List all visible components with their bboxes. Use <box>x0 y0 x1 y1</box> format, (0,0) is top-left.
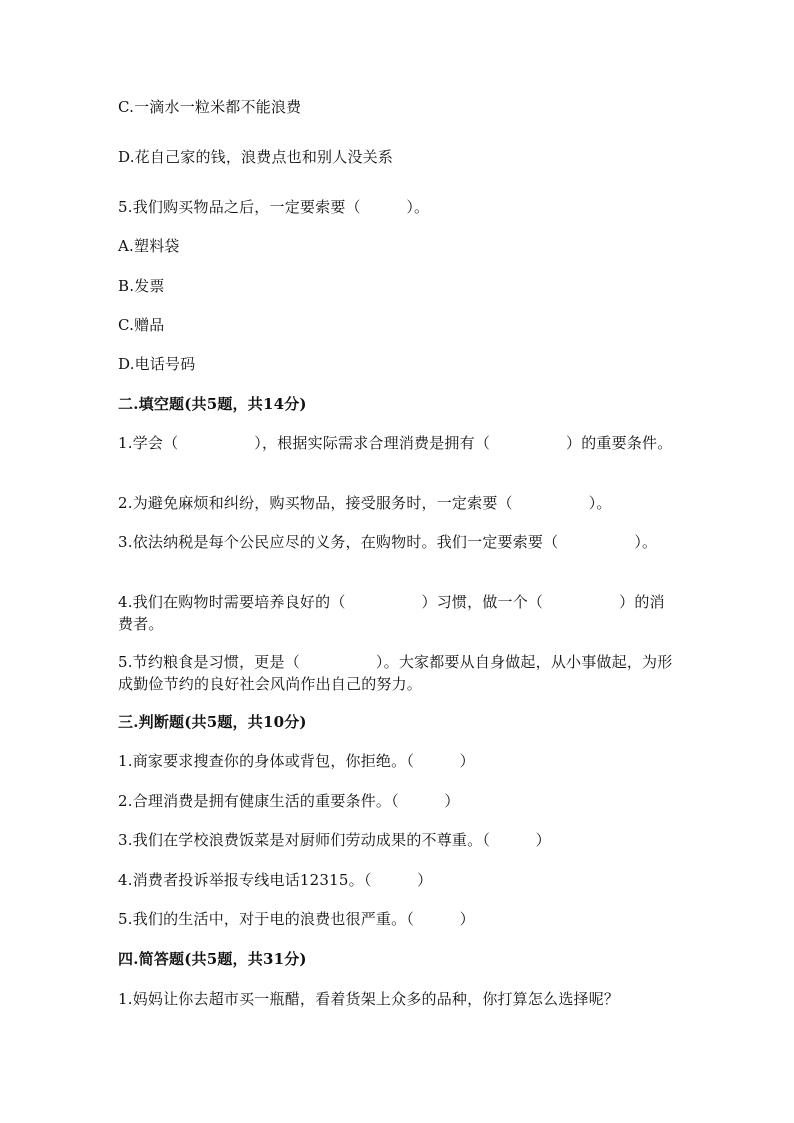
section-heading-fill-in: 二.填空题(共5题，共14分) <box>118 395 307 413</box>
option-c: C.一滴水一粒米都不能浪费 <box>118 98 302 116</box>
section-heading-true-false: 三.判断题(共5题，共10分) <box>118 713 307 731</box>
fill-in-question-1: 1.学会（ ），根据实际需求合理消费是拥有（ ）的重要条件。 <box>118 434 673 452</box>
fill-in-question-4: 4.我们在购物时需要培养良好的（ ）习惯，做一个（ ）的消费者。 <box>118 593 665 633</box>
option-d: D.电话号码 <box>118 355 196 373</box>
true-false-question-2: 2.合理消费是拥有健康生活的重要条件。（ ） <box>118 792 460 810</box>
fill-in-question-2: 2.为避免麻烦和纠纷，购买物品，接受服务时，一定索要（ ）。 <box>118 494 612 512</box>
section-heading-short-answer: 四.简答题(共5题，共31分) <box>118 950 307 968</box>
question-5: 5.我们购买物品之后，一定要索要（ ）。 <box>118 198 430 216</box>
fill-in-question-3: 3.依法纳税是每个公民应尽的义务，在购物时。我们一定要索要（ ）。 <box>118 533 658 551</box>
true-false-question-4: 4.消费者投诉举报专线电话12315。（ ） <box>118 871 433 889</box>
fill-in-question-5: 5.节约粮食是习惯，更是（ ）。大家都要从自身做起，从小事做起，为形成勤俭节约的良好社会风尚作出自己的努力。 <box>118 653 673 693</box>
true-false-question-3: 3.我们在学校浪费饭菜是对厨师们劳动成果的不尊重。（ ） <box>118 831 551 849</box>
true-false-question-1: 1.商家要求搜查你的身体或背包，你拒绝。（ ） <box>118 752 475 770</box>
option-a: A.塑料袋 <box>118 237 180 255</box>
option-b: B.发票 <box>118 277 165 295</box>
option-c: C.赠品 <box>118 316 165 334</box>
short-answer-question-1: 1.妈妈让你去超市买一瓶醋，看着货架上众多的品种，你打算怎么选择呢？ <box>118 990 620 1008</box>
true-false-question-5: 5.我们的生活中，对于电的浪费也很严重。（ ） <box>118 910 475 928</box>
option-d: D.花自己家的钱，浪费点也和别人没关系 <box>118 148 394 166</box>
